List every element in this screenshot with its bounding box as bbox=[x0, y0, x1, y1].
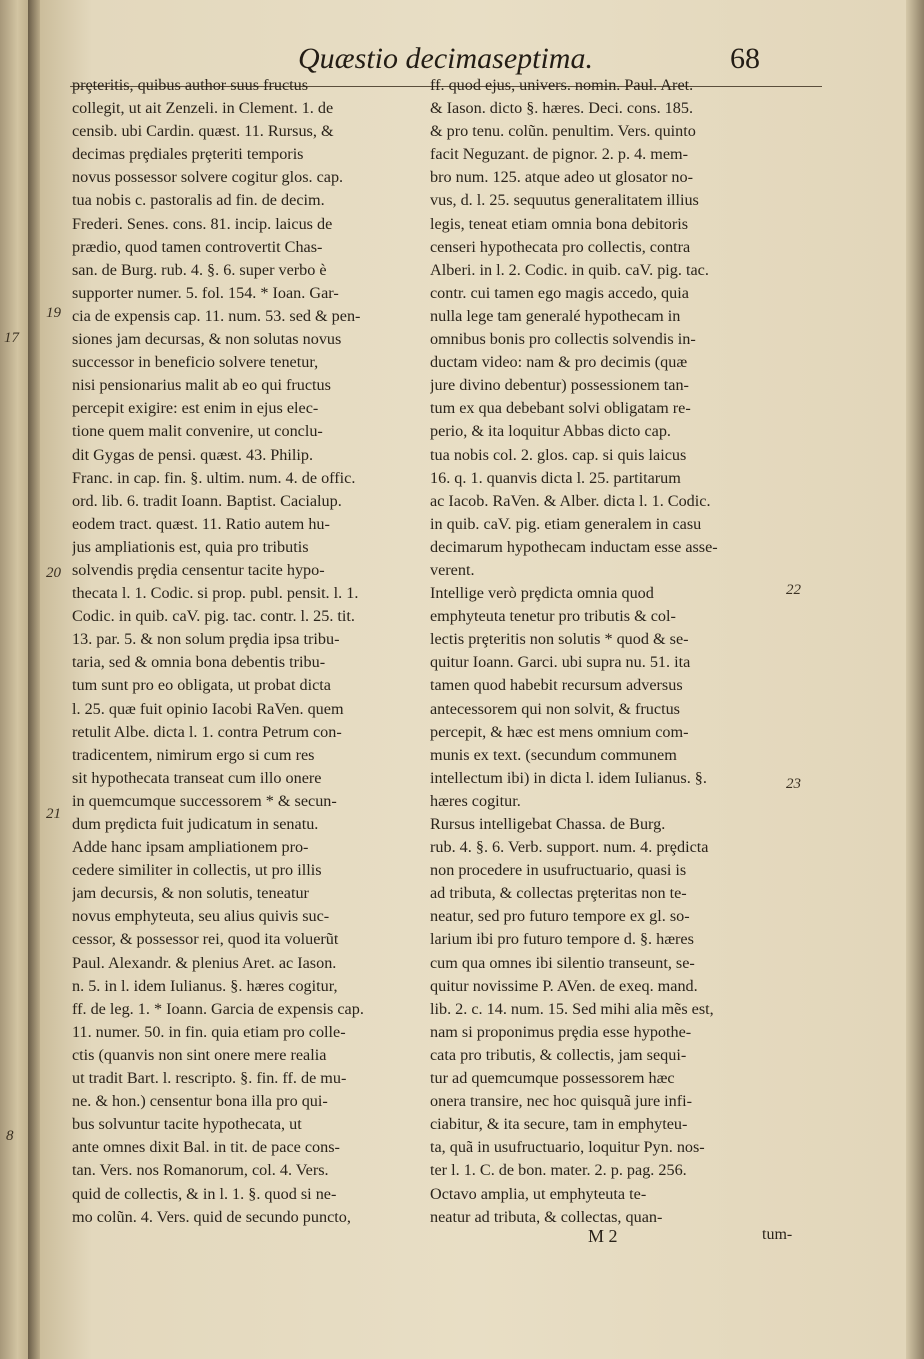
margin-section-number: 21 bbox=[46, 806, 61, 822]
text-line: nisi pensionarius malit ab eo qui fructus bbox=[72, 376, 331, 395]
text-line: ante omnes dixit Bal. in tit. de pace cons- bbox=[72, 1138, 340, 1157]
text-line: cedere similiter in collectis, ut pro illis bbox=[72, 861, 322, 880]
text-line: Codic. in quib. caV. pig. tac. contr. l. 25. tit. bbox=[72, 607, 355, 626]
text-line: cata pro tributis, & collectis, jam sequi- bbox=[430, 1045, 687, 1064]
text-line: taria, sed & omnia bona debentis tribu- bbox=[72, 653, 326, 672]
text-line: intellectum ibi) in dicta l. idem Iulianus. §. bbox=[430, 768, 707, 787]
text-line: novus possessor solvere cogitur glos. cap. bbox=[72, 168, 344, 187]
text-line: verent. bbox=[430, 560, 475, 579]
text-line: cessor, & possessor rei, quod ita voluerũt bbox=[72, 930, 339, 949]
text-line: ciabitur, & ita secure, tam in emphyteu- bbox=[430, 1115, 688, 1134]
text-line: retulit Albe. dicta l. 1. contra Petrum con- bbox=[72, 722, 342, 741]
text-line: censib. ubi Cardin. quæst. 11. Rursus, & bbox=[72, 122, 334, 141]
text-line: dum prȩdicta fuit judicatum in senatu. bbox=[72, 815, 319, 833]
text-line: mo colũn. 4. Vers. quid de secundo puncto, bbox=[72, 1207, 351, 1226]
catchword: tum- bbox=[762, 1226, 793, 1243]
text-line: Franc. in cap. fin. §. ultim. num. 4. de offic. bbox=[72, 468, 356, 487]
text-line: antecessorem qui non solvit, & fructus bbox=[430, 699, 680, 718]
text-line: neatur ad tributa, & collectas, quan- bbox=[430, 1207, 663, 1226]
text-line: & pro tenu. colũn. penultim. Vers. quinto bbox=[430, 122, 696, 141]
facing-page-mark: 17 bbox=[4, 330, 19, 346]
text-line: tur ad quemcumque possessorem hæc bbox=[430, 1069, 675, 1088]
margin-section-number: 23 bbox=[786, 776, 801, 792]
text-line: decimas prȩdiales prȩteriti temporis bbox=[72, 145, 304, 164]
text-line: 13. par. 5. & non solum prȩdia ipsa tribu- bbox=[72, 630, 340, 649]
text-line: facit Neguzant. de pignor. 2. p. 4. mem- bbox=[430, 145, 689, 164]
text-line: ff. quod ejus, univers. nomin. Paul. Aret. bbox=[430, 76, 694, 94]
text-line: neatur, sed pro futuro tempore ex gl. so- bbox=[430, 907, 690, 926]
text-line: nam si proponimus prȩdia esse hypothe- bbox=[430, 1022, 692, 1041]
text-line: nulla lege tam generalé hypothecam in bbox=[430, 306, 681, 325]
text-line: eodem tract. quæst. 11. Ratio autem hu- bbox=[72, 514, 330, 533]
running-title: Quæstio decimaseptima. bbox=[298, 42, 593, 75]
text-line: ff. de leg. 1. * Ioann. Garcia de expensis cap. bbox=[72, 999, 364, 1018]
text-line: ut tradit Bart. l. rescripto. §. fin. ff. de mu- bbox=[72, 1069, 347, 1088]
text-line: tum ex qua debebant solvi obligatam re- bbox=[430, 399, 691, 418]
text-line: legis, teneat etiam omnia bona debitoris bbox=[430, 214, 689, 233]
text-line: supporter numer. 5. fol. 154. * Ioan. Gar- bbox=[72, 283, 339, 302]
text-line: omnibus bonis pro collectis solvendis in- bbox=[430, 330, 696, 349]
text-line: prædio, quod tamen controvertit Chas- bbox=[72, 237, 323, 256]
text-line: tradicentem, nimirum ergo si cum res bbox=[72, 745, 315, 764]
text-line: 16. q. 1. quanvis dicta l. 25. partitarum bbox=[430, 468, 681, 487]
text-line: censeri hypothecata pro collectis, contra bbox=[430, 237, 691, 256]
left-column-text bbox=[72, 74, 422, 1229]
margin-section-number: 20 bbox=[46, 565, 61, 581]
text-line: in quib. caV. pig. etiam generalem in casu bbox=[430, 514, 702, 533]
text-line: quitur novissime P. AVen. de exeq. mand. bbox=[430, 976, 698, 995]
text-line: Paul. Alexandr. & plenius Aret. ac Iason. bbox=[72, 953, 337, 972]
text-line: san. de Burg. rub. 4. §. 6. super verbo è bbox=[72, 260, 327, 279]
text-line: ac Iacob. RaVen. & Alber. dicta l. 1. Codic. bbox=[430, 491, 711, 510]
text-line: collegit, ut ait Zenzeli. in Clement. 1. de bbox=[72, 99, 334, 118]
text-line: ord. lib. 6. tradit Ioann. Baptist. Cacialup. bbox=[72, 491, 342, 510]
text-line: ne. & hon.) censentur bona illa pro qui- bbox=[72, 1092, 328, 1111]
text-line: jure divino debentur) possessionem tan- bbox=[430, 376, 689, 395]
margin-section-number: 22 bbox=[786, 582, 801, 598]
text-line: sit hypothecata transeat cum illo onere bbox=[72, 768, 322, 787]
text-line: quitur Ioann. Garci. ubi supra nu. 51. ita bbox=[430, 653, 691, 672]
text-line: jam decursis, & non solutis, teneatur bbox=[72, 884, 309, 903]
page-fore-edge bbox=[906, 0, 924, 1359]
text-line: Adde hanc ipsam ampliationem pro- bbox=[72, 838, 309, 857]
text-line: Alberi. in l. 2. Codic. in quib. caV. pig. tac. bbox=[430, 260, 709, 279]
text-line: & Iason. dicto §. hæres. Deci. cons. 185. bbox=[430, 99, 693, 118]
text-line: percepit, & hæc est mens omnium com- bbox=[430, 722, 689, 741]
text-line: tan. Vers. nos Romanorum, col. 4. Vers. bbox=[72, 1161, 329, 1180]
facing-page-mark: 8 bbox=[6, 1128, 14, 1144]
book-gutter bbox=[28, 0, 40, 1359]
text-line: larium ibi pro futuro tempore d. §. hæres bbox=[430, 930, 694, 949]
text-line: lib. 2. c. 14. num. 15. Sed mihi alia mẽs est, bbox=[430, 999, 714, 1018]
folio-number: 68 bbox=[730, 42, 760, 75]
text-line: ctis (quanvis non sint onere mere realia bbox=[72, 1045, 327, 1064]
text-line: non procedere in usufructuario, quasi is bbox=[430, 861, 687, 880]
text-line: tum sunt pro eo obligata, ut probat dicta bbox=[72, 676, 331, 695]
text-line: successor in beneficio solvere tenetur, bbox=[72, 353, 319, 372]
text-line: munis ex text. (secundum communem bbox=[430, 745, 677, 764]
text-line: dit Gygas de pensi. quæst. 43. Philip. bbox=[72, 445, 314, 464]
text-line: thecata l. 1. Codic. si prop. publ. pensit. l. 1. bbox=[72, 584, 359, 603]
text-line: lectis prȩteritis non solutis * quod & se- bbox=[430, 630, 689, 649]
text-line: novus emphyteuta, seu alius quivis suc- bbox=[72, 907, 330, 926]
text-line: Octavo amplia, ut emphyteuta te- bbox=[430, 1184, 647, 1203]
margin-section-number: 19 bbox=[46, 305, 61, 321]
text-line: 11. numer. 50. in fin. quia etiam pro colle- bbox=[72, 1022, 346, 1041]
text-line: onera transire, nec hoc quisquã jure infi- bbox=[430, 1092, 693, 1111]
text-line: quid de collectis, & in l. 1. §. quod si ne- bbox=[72, 1184, 337, 1203]
text-line: tua nobis c. pastoralis ad fin. de decim. bbox=[72, 191, 325, 210]
text-line: vus, d. l. 25. sequutus generalitatem illius bbox=[430, 191, 699, 210]
text-line: ad tributa, & collectas prȩteritas non te- bbox=[430, 884, 687, 903]
signature-mark: M 2 bbox=[588, 1226, 618, 1246]
text-line: Rursus intelligebat Chassa. de Burg. bbox=[430, 815, 666, 833]
text-line: rub. 4. §. 6. Verb. support. num. 4. prȩdicta bbox=[430, 838, 709, 857]
text-line: ta, quã in usufructuario, loquitur Pyn. nos- bbox=[430, 1138, 705, 1157]
text-line: cia de expensis cap. 11. num. 53. sed & pen- bbox=[72, 306, 361, 325]
text-line: Frederi. Senes. cons. 81. incip. laicus de bbox=[72, 214, 333, 233]
text-line: prȩteritis, quibus author suus fructus bbox=[72, 76, 309, 94]
text-line: ductam video: nam & pro decimis (quæ bbox=[430, 353, 688, 372]
text-line: jus ampliationis est, quia pro tributis bbox=[72, 537, 309, 556]
text-line: percepit exigire: est enim in ejus elec- bbox=[72, 399, 319, 418]
text-line: in quemcumque successorem * & secun- bbox=[72, 791, 337, 810]
text-line: Intellige verò prȩdicta omnia quod bbox=[430, 584, 654, 603]
text-line: hæres cogitur. bbox=[430, 791, 521, 810]
text-line: n. 5. in l. idem Iulianus. §. hæres cogitur, bbox=[72, 976, 338, 995]
text-line: ter l. 1. C. de bon. mater. 2. p. pag. 256. bbox=[430, 1161, 687, 1180]
text-line: contr. cui tamen ego magis accedo, quia bbox=[430, 283, 689, 302]
text-line: emphyteuta tenetur pro tributis & col- bbox=[430, 607, 676, 626]
text-line: tua nobis col. 2. glos. cap. si quis laicus bbox=[430, 445, 687, 464]
right-column-text bbox=[430, 74, 780, 1229]
text-line: bro num. 125. atque adeo ut glosator no- bbox=[430, 168, 693, 187]
text-line: siones jam decursas, & non solutas novus bbox=[72, 330, 342, 349]
text-line: tione quem malit convenire, ut conclu- bbox=[72, 422, 323, 441]
text-line: perio, & ita loquitur Abbas dicto cap. bbox=[430, 422, 671, 441]
text-line: tamen quod habebit recursum adversus bbox=[430, 676, 683, 695]
text-line: bus solvuntur tacite hypothecata, ut bbox=[72, 1115, 302, 1134]
text-line: cum qua omnes ibi silentio transeunt, se- bbox=[430, 953, 695, 972]
text-line: solvendis prȩdia censentur tacite hypo- bbox=[72, 560, 325, 579]
text-line: decimarum hypothecam inductam esse asse- bbox=[430, 537, 718, 556]
text-line: l. 25. quæ fuit opinio Iacobi RaVen. quem bbox=[72, 699, 344, 718]
